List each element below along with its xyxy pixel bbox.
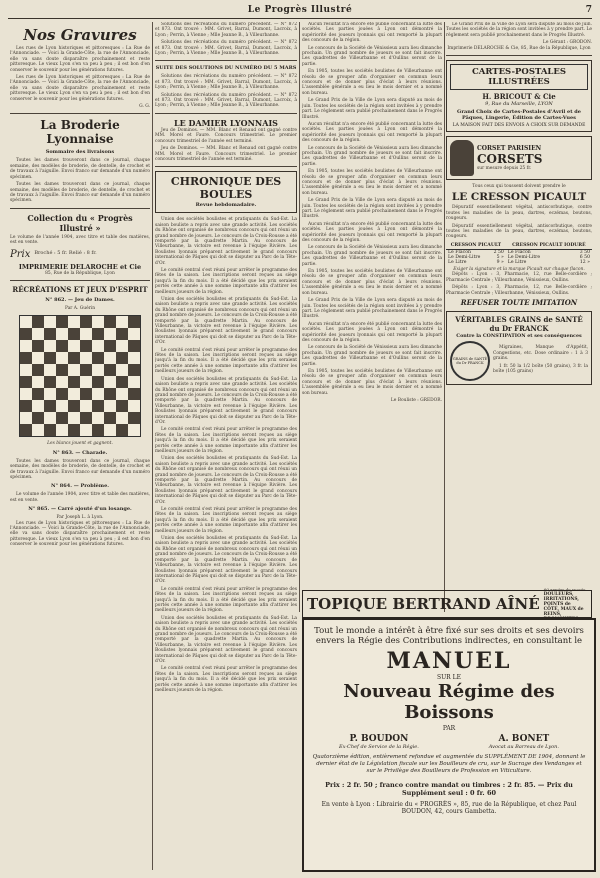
- topique-ad: [302, 586, 592, 617]
- board-square: [44, 316, 56, 328]
- board-square: [116, 388, 128, 400]
- board-square: [68, 340, 80, 352]
- boules-continued-text: Aucun résultat n'a encore été publié concernant la lutte des sociétés. Les parties jouées à Lyon ont démontré la supériorité des joueurs lyonnais qui ont remporté la plupart des concours de la région. Le concours de la Société de Vénissieux aura lieu dimanche prochain. Un grand nombre de joueurs se sont fait inscrire. Les quadrettes de Villeurbanne et d'Oullins seront de la partie. En 1905, toutes les sociétés boulistes de Villeurbanne ont résolu de se grouper afin d'organiser en commun leurs concours et de donner plus d'éclat à leurs réunions. L'assemblée générale a eu lieu le mois dernier et a nommé son bureau. Le Grand Prix de la Ville de Lyon sera disputé au mois de juin. Toutes les sociétés de la région sont invitées à y prendre part. Le règlement sera publié prochainement dans le Progrès Illustré. Aucun résultat n'a encore été publié concernant la lutte des sociétés. Les parties jouées à Lyon ont démontré la supériorité des joueurs lyonnais qui ont remporté la plupart des concours de la région. Le concours de la Société de Vénissieux aura lieu dimanche prochain. Un grand nombre de joueurs se sont fait inscrire. Les quadrettes de Villeurbanne et d'Oullins seront de la partie. En 1905, toutes les sociétés boulistes de Villeurbanne ont résolu de se grouper afin d'organiser en commun leurs concours et de donner plus d'éclat à leurs réunions. L'assemblée générale a eu lieu le mois dernier et a nommé son bureau. Le Grand Prix de la Ville de Lyon sera disputé au mois de juin. Toutes les sociétés de la région sont invitées à y prendre part. Le règlement sera publié prochainement dans le Progrès Illustré. Aucun résultat n'a encore été publié concernant la lutte des sociétés. Les parties jouées à Lyon ont démontré la supériorité des joueurs lyonnais qui ont remporté la plupart des concours de la région. Le concours de la Société de Vénissieux aura lieu dimanche prochain. Un grand nombre de joueurs se sont fait inscrire. Les quadrettes de Villeurbanne et d'Oullins seront de la partie. En 1905, toutes les sociétés boulistes de Villeurbanne ont résolu de se grouper afin d'organiser en commun leurs concours et de donner plus d'éclat à leurs réunions. L'assemblée générale a eu lieu le mois dernier et a nommé son bureau. Le Grand Prix de la Ville de Lyon sera disputé au mois de juin. Toutes les sociétés de la région sont invitées à y prendre part. Le règlement sera publié prochainement dans le Progrès Illustré. Aucun résultat n'a encore été publié concernant la lutte des sociétés. Les parties jouées à Lyon ont démontré la supériorité des joueurs lyonnais qui ont remporté la plupart des concours de la région. Le concours de la Société de Vénissieux aura lieu dimanche prochain. Un grand nombre de joueurs se sont fait inscrire. Les quadrettes de Villeurbanne et d'Oullins seront de la partie. En 1905, toutes les sociétés boulistes de Villeurbanne ont résolu de se grouper afin d'organiser en commun leurs concours et de donner plus d'éclat à leurs réunions. L'assemblée générale a eu lieu le mois dernier et a nommé son bureau.: [302, 22, 442, 396]
- topique-subtitle: DOULEURS, IRRITATIONS, POINTS de CÔTÉ, MAUX de REINS,: [543, 591, 584, 617]
- suite-solutions-text: Solutions des récréations du numéro précédent. — N° 872 et 873. Ont trouvé : MM. Grivet, Barral, Dumont, Lacroix, à Lyon ; Perrin, à Vienne ; Mlle Jeanne B., à Villeurbanne. Solutions des récréations du numéro précédent. — N° 872 et 873. Ont trouvé : MM. Grivet, Barral, Dumont, Lacroix, à Lyon ; Perrin, à Vienne ; Mlle Jeanne B., à Villeurbanne.: [155, 74, 297, 109]
- board-square: [44, 376, 56, 388]
- corset-parisien: CORSET PARISIEN: [477, 144, 542, 152]
- price-cell: Le Litre: [507, 259, 527, 265]
- broderie-text: Toutes les dames trouveront dans ce journal, chaque semaine, des modèles de broderie, de dentelle, de crochet et de travaux à l'aiguille. Envoi franco sur demande d'un numéro spécimen. Toutes les dames trouveront dans ce journal, chaque semaine, des modèles de broderie, de dentelle, de crochet et de travaux à l'aiguille. Envoi franco sur demande d'un numéro spécimen.: [10, 158, 150, 204]
- board-square: [32, 400, 44, 412]
- divider: [10, 113, 150, 114]
- manuel-par: PAR: [442, 725, 456, 732]
- board-square: [44, 424, 56, 436]
- signature: G. G.: [139, 104, 150, 110]
- board-square: [104, 388, 116, 400]
- board-square: [56, 352, 68, 364]
- board-square: [20, 388, 32, 400]
- board-square: [128, 400, 140, 412]
- collection-heading: Collection du « Progrès Illustré »: [27, 212, 133, 233]
- board-square: [68, 352, 80, 364]
- board-square: [92, 388, 104, 400]
- board-square: [44, 388, 56, 400]
- board-square: [20, 376, 32, 388]
- board-square: [20, 400, 32, 412]
- corset-illustration: [450, 140, 474, 176]
- chronique-text: Union des sociétés boulistes et pratiquants du Sud-Est. La saison bouliste a repris avec une grande activité. Les sociétés du Rhône ont organisé de nombreux concours qui ont réuni un grand nombre de joueurs. Le concours de la Croix-Rousse a été remporté par la quadrette Martin. Au concours de Villeurbanne, la victoire est revenue à l'équipe Rivière. Les Boulistes lyonnais préparent activement le grand concours international de Pâques qui doit se disputer au Parc de la Tête-d'Or. Le comité central s'est réuni pour arrêter le programme des fêtes de la saison. Les inscriptions seront reçues au siège jusqu'à la fin du mois. Il a été décidé que les prix seraient portés cette année à une somme importante afin d'attirer les meilleurs joueurs de la région. Union des sociétés boulistes et pratiquants du Sud-Est. La saison bouliste a repris avec une grande activité. Les sociétés du Rhône ont organisé de nombreux concours qui ont réuni un grand nombre de joueurs. Le concours de la Croix-Rousse a été remporté par la quadrette Martin. Au concours de Villeurbanne, la victoire est revenue à l'équipe Rivière. Les Boulistes lyonnais préparent activement le grand concours international de Pâques qui doit se disputer au Parc de la Tête-d'Or. Le comité central s'est réuni pour arrêter le programme des fêtes de la saison. Les inscriptions seront reçues au siège jusqu'à la fin du mois. Il a été décidé que les prix seraient portés cette année à une somme importante afin d'attirer les meilleurs joueurs de la région. Union des sociétés boulistes et pratiquants du Sud-Est. La saison bouliste a repris avec une grande activité. Les sociétés du Rhône ont organisé de nombreux concours qui ont réuni un grand nombre de joueurs. Le concours de la Croix-Rousse a été remporté par la quadrette Martin. Au concours de Villeurbanne, la victoire est revenue à l'équipe Rivière. Les Boulistes lyonnais préparent activement le grand concours international de Pâques qui doit se disputer au Parc de la Tête-d'Or. Le comité central s'est réuni pour arrêter le programme des fêtes de la saison. Les inscriptions seront reçues au siège jusqu'à la fin du mois. Il a été décidé que les prix seraient portés cette année à une somme importante afin d'attirer les meilleurs joueurs de la région. Union des sociétés boulistes et pratiquants du Sud-Est. La saison bouliste a repris avec une grande activité. Les sociétés du Rhône ont organisé de nombreux concours qui ont réuni un grand nombre de joueurs. Le concours de la Croix-Rousse a été remporté par la quadrette Martin. Au concours de Villeurbanne, la victoire est revenue à l'équipe Rivière. Les Boulistes lyonnais préparent activement le grand concours international de Pâques qui doit se disputer au Parc de la Tête-d'Or. Le comité central s'est réuni pour arrêter le programme des fêtes de la saison. Les inscriptions seront reçues au siège jusqu'à la fin du mois. Il a été décidé que les prix seraient portés cette année à une somme importante afin d'attirer les meilleurs joueurs de la région. Union des sociétés boulistes et pratiquants du Sud-Est. La saison bouliste a repris avec une grande activité. Les sociétés du Rhône ont organisé de nombreux concours qui ont réuni un grand nombre de joueurs. Le concours de la Croix-Rousse a été remporté par la quadrette Martin. Au concours de Villeurbanne, la victoire est revenue à l'équipe Rivière. Les Boulistes lyonnais préparent activement le grand concours international de Pâques qui doit se disputer au Parc de la Tête-d'Or. Le comité central s'est réuni pour arrêter le programme des fêtes de la saison. Les inscriptions seront reçues au siège jusqu'à la fin du mois. Il a été décidé que les prix seraient portés cette année à une somme importante afin d'attirer les meilleurs joueurs de la région. Union des sociétés boulistes et pratiquants du Sud-Est. La saison bouliste a repris avec une grande activité. Les sociétés du Rhône ont organisé de nombreux concours qui ont réuni un grand nombre de joueurs. Le concours de la Croix-Rousse a été remporté par la quadrette Martin. Au concours de Villeurbanne, la victoire est revenue à l'équipe Rivière. Les Boulistes lyonnais préparent activement le grand concours international de Pâques qui doit se disputer au Parc de la Tête-d'Or. Le comité central s'est réuni pour arrêter le programme des fêtes de la saison. Les inscriptions seront reçues au siège jusqu'à la fin du mois. Il a été décidé que les prix seraient portés cette année à une somme importante afin d'attirer les meilleurs joueurs de la région.: [155, 217, 297, 694]
- board-square: [80, 352, 92, 364]
- board-square: [68, 424, 80, 436]
- price-row: [446, 260, 592, 265]
- board-square: [56, 316, 68, 328]
- board-square: [92, 364, 104, 376]
- prix-text: Broché : 5 fr. Relié : 8 fr.: [34, 250, 97, 257]
- author-1: P. BOUDON: [349, 734, 409, 744]
- board-square: [80, 328, 92, 340]
- price-cell: 3 50: [579, 249, 590, 255]
- board-square: [80, 424, 92, 436]
- price-cell: Le Demi-Litre: [507, 254, 541, 260]
- board-square: [68, 400, 80, 412]
- board-square: [56, 364, 68, 376]
- grains-text: Migraines, Manque d'Appétit, Congestions, etc. Dose ordinaire : 1 à 3 grains. 1 fr. 50 la 1/2 boîte (50 grains), 3 fr. la boîte (105 grains): [493, 345, 588, 375]
- corsets-price: sur mesure depuis 25 fr.: [477, 165, 532, 171]
- board-square: [20, 340, 32, 352]
- board-square: [92, 328, 104, 340]
- imprimerie-name: IMPRIMERIE DELAROCHE et Cie: [18, 262, 142, 271]
- author-2: A. BONET: [498, 734, 550, 744]
- charade-title: N° 863. — Charade.: [52, 449, 108, 456]
- gerant-signature: Le Gérant : GRODON.: [542, 40, 592, 46]
- nos-gravures-text: Les rues de Lyon historiques et pittoresques : La Rue de l'Annonciade. — Voici la Grande-Côte, la rue de l'Annonciade, elle va sans doute disparaître prochainement et reste pittoresque. Le vieux Lyon s'en va peu à peu ; il est bon d'en conserver le souvenir pour les générations futures. Les rues de Lyon historiques et pittoresques : La Rue de l'Annonciade. — Voici la Grande-Côte, la rue de l'Annonciade, elle va sans doute disparaître prochainement et reste pittoresque. Le vieux Lyon s'en va peu à peu ; il est bon d'en conserver le souvenir pour les générations futures.: [10, 46, 150, 102]
- grains-box-illustration: GRAINS de SANTÉ du Dr FRANCK: [450, 341, 490, 381]
- board-square: [44, 364, 56, 376]
- board-square: [104, 340, 116, 352]
- cresson-intro: Tous ceux qui toussent doivent prendre le: [472, 184, 566, 190]
- price-block: [10, 249, 150, 260]
- solutions-text: Solutions des récréations du numéro précédent. — N° 872 et 873. Ont trouvé : MM. Grivet, Barral, Dumont, Lacroix, à Lyon ; Perrin, à Vienne ; Mlle Jeanne B., à Villeurbanne. Solutions des récréations du numéro précédent. — N° 872 et 873. Ont trouvé : MM. Grivet, Barral, Dumont, Lacroix, à Lyon ; Perrin, à Vienne ; Mlle Jeanne B., à Villeurbanne.: [155, 22, 297, 57]
- board-square: [92, 376, 104, 388]
- jeu-dames-title: N° 862. — Jeu de Dames.: [45, 296, 115, 303]
- board-square: [104, 412, 116, 424]
- board-square: [80, 376, 92, 388]
- price-cell: Le Flacon: [448, 249, 471, 255]
- manuel-title: MANUEL: [386, 648, 512, 674]
- nos-gravures-heading: Nos Gravures: [23, 26, 137, 44]
- board-square: [56, 376, 68, 388]
- grains-subtitle: Contre la CONSTIPATION et ses conséquences: [456, 332, 582, 339]
- grains-ad: [446, 311, 592, 385]
- price-cell: Le Flacon: [507, 249, 531, 255]
- board-square: [68, 412, 80, 424]
- column-rule: [152, 22, 153, 870]
- board-square: [68, 388, 80, 400]
- board-square: [128, 340, 140, 352]
- price-header: CRESSON PICAULT: [446, 242, 506, 250]
- board-square: [104, 424, 116, 436]
- board-square: [56, 328, 68, 340]
- corset-ad: [446, 136, 592, 180]
- board-square: [92, 316, 104, 328]
- board-square: [92, 412, 104, 424]
- damier-text: Jeu de Dominos. — MM. Blanc et Renaud ont gagné contre MM. Morel et Faure. Concours trimestriel. Le premier concours trimestriel de l'année est terminé. Jeu de Dominos. — MM. Blanc et Renaud ont gagné contre MM. Morel et Faure. Concours trimestriel. Le premier concours trimestriel de l'année est terminé.: [155, 127, 297, 162]
- board-square: [116, 364, 128, 376]
- board-square: [80, 400, 92, 412]
- cresson-price-table: [446, 242, 592, 265]
- board-square: [44, 328, 56, 340]
- board-square: [32, 412, 44, 424]
- divider: [10, 280, 150, 281]
- topique-title: TOPIQUE BERTRAND AÎNÉ: [307, 595, 540, 613]
- cresson-text: Dépuratif essentiellement végétal, antiscorbutique, contre toutes les maladies de la peau, dartres, eczémas, boutons, rougeurs. Dépuratif essentiellement végétal, antiscorbutique, contre toutes les maladies de la peau, dartres, eczémas, boutons, rougeurs.: [446, 205, 592, 240]
- column-1: [10, 22, 150, 870]
- board-square: [44, 352, 56, 364]
- board-square: [32, 340, 44, 352]
- board-square: [92, 340, 104, 352]
- board-square: [44, 340, 56, 352]
- topique-small: 60 années de succès: [543, 586, 586, 592]
- board-square: [32, 352, 44, 364]
- bricout-name: H. BRICOUT & Cie: [482, 92, 556, 102]
- board-square: [104, 400, 116, 412]
- board-square: [128, 316, 140, 328]
- board-square: [68, 316, 80, 328]
- column-4: [446, 22, 592, 612]
- board-square: [20, 364, 32, 376]
- price-cell: Le Litre: [448, 259, 467, 265]
- newspaper-title: Le Progrès Illustré: [247, 5, 353, 15]
- column-2: [155, 22, 297, 870]
- divider: [446, 55, 592, 56]
- broderie-heading: La Broderie Lyonnaise: [40, 118, 120, 147]
- cresson-warning: Exiger la signature et la marque Picault sur chaque flacon.: [453, 266, 585, 272]
- board-square: [104, 352, 116, 364]
- collection-text: Le volume de l'année 1904, avec titre et table des matières, est en vente.: [10, 234, 150, 246]
- board-square: [116, 340, 128, 352]
- price-cell: 12 »: [579, 259, 590, 265]
- price-cell: 9 »: [496, 259, 504, 265]
- board-square: [32, 388, 44, 400]
- board-square: [128, 352, 140, 364]
- price-cell: 5 »: [496, 254, 504, 260]
- board-square: [128, 328, 140, 340]
- manuel-prix: Prix : 2 fr. 50 ; franco contre mandat ou timbres : 2 fr. 85. — Prix du Supplément seul : 0 fr. 60: [325, 781, 573, 797]
- board-square: [68, 364, 80, 376]
- board-square: [104, 364, 116, 376]
- carre-author: Par Joseph L. à Lyon.: [56, 515, 104, 521]
- intro-text: Le Grand Prix de la Ville de Lyon sera disputé au mois de juin. Toutes les sociétés de la région sont invitées à y prendre part. Le règlement sera publié prochainement dans le Progrès Illustré.: [446, 22, 592, 38]
- board-square: [20, 352, 32, 364]
- board-square: [32, 364, 44, 376]
- board-square: [128, 376, 140, 388]
- suite-solutions-heading: SUITE DES SOLUTIONS DU NUMÉRO DU 5 MARS: [155, 65, 297, 72]
- board-square: [116, 328, 128, 340]
- divider: [10, 208, 150, 209]
- board-square: [128, 388, 140, 400]
- recreations-heading: RÉCRÉATIONS ET JEUX D'ESPRIT: [12, 284, 148, 294]
- column-3: [302, 22, 442, 612]
- board-square: [44, 412, 56, 424]
- board-square: [56, 412, 68, 424]
- page-number: 7: [585, 5, 592, 15]
- board-square: [56, 388, 68, 400]
- author-2-title: Avocat au Barreau de Lyon.: [488, 744, 559, 750]
- board-square: [20, 316, 32, 328]
- price-header: CRESSON PICAULT IODURÉ: [506, 242, 592, 250]
- board-square: [116, 316, 128, 328]
- maison-note: LA MAISON FAIT DES ENVOIS A CHOIX SUR DEMANDE: [452, 123, 586, 129]
- board-square: [80, 316, 92, 328]
- board-square: [92, 352, 104, 364]
- manuel-vente: En vente à Lyon : Librairie du « PROGRÈS », 85, rue de la République, et chez Paul BOUDON, 42, cours Gambetta.: [321, 801, 577, 815]
- board-square: [56, 424, 68, 436]
- board-square: [128, 412, 140, 424]
- depots-text: Dépôts : Lyon : 3, Pharmacie, 12, rue Belle-cordière ; Pharmacie Centrale ; Villeurbanne, Vénissieux, Oullins. Dépôts : Lyon : 3, Pharmacie, 12, rue Belle-cordière ; Pharmacie Centrale ; Villeurbanne, Vénissieux, Oullins.: [446, 272, 592, 296]
- board-square: [32, 424, 44, 436]
- chronique-heading: CHRONIQUE DES BOULES: [170, 175, 282, 202]
- checkers-board: [19, 315, 141, 437]
- manuel-ad: [302, 618, 596, 872]
- board-square: [104, 316, 116, 328]
- carre-text: Les rues de Lyon historiques et pittoresques : La Rue de l'Annonciade. — Voici la Grande-Côte, la rue de l'Annonciade, elle va sans doute disparaître prochainement et reste pittoresque. Le vieux Lyon s'en va peu à peu ; il est bon d'en conserver le souvenir pour les générations futures.: [10, 520, 150, 548]
- broderie-subheading: Sommaire des livraisons: [45, 149, 115, 156]
- board-square: [92, 424, 104, 436]
- grains-title: VÉRITABLES GRAINS de SANTÉ du Dr FRANCK: [455, 314, 583, 333]
- board-square: [20, 424, 32, 436]
- manuel-sur: SUR LE: [437, 674, 461, 681]
- column-rule: [444, 22, 445, 612]
- column-rule: [299, 22, 300, 612]
- board-square: [80, 388, 92, 400]
- board-square: [20, 412, 32, 424]
- board-square: [116, 400, 128, 412]
- board-square: [92, 400, 104, 412]
- charade-text: Toutes les dames trouveront dans ce journal, chaque semaine, des modèles de broderie, de dentelle, de crochet et de travaux à l'aiguille. Envoi franco sur demande d'un numéro spécimen.: [10, 458, 150, 480]
- imprimerie-line: Imprimerie DELAROCHE & Cie, 85, Rue de la République, Lyon: [447, 45, 591, 51]
- divider: [155, 60, 297, 61]
- corsets-label: CORSETS: [477, 151, 543, 166]
- refuser-imitation: REFUSER TOUTE IMITATION: [460, 297, 578, 307]
- board-square: [128, 424, 140, 436]
- board-square: [116, 376, 128, 388]
- divider: [155, 166, 297, 167]
- bricout-address: 9, Rue du Marseille, LYON: [485, 101, 553, 108]
- board-square: [56, 340, 68, 352]
- imprimerie-address: 85, Rue de la République, Lyon: [45, 270, 115, 276]
- board-square: [104, 328, 116, 340]
- carre-title: N° 865. — Carré ajouté d'un losange.: [28, 506, 132, 513]
- board-square: [80, 412, 92, 424]
- board-square: [116, 412, 128, 424]
- board-square: [32, 316, 44, 328]
- board-caption: Les blancs jouent et gagnent.: [47, 441, 113, 447]
- probleme-title: N° 864. — Problème.: [51, 483, 109, 490]
- cresson-title: LE CRESSON PICAULT: [451, 191, 587, 204]
- damier-heading: LE DAMIER LYONNAIS: [174, 117, 278, 128]
- board-square: [56, 400, 68, 412]
- divider: [155, 113, 297, 114]
- jeu-dames-author: Par A. Guérin: [64, 305, 96, 311]
- chronique-heading-box: [155, 171, 297, 213]
- bouliste-signature: Le Bouliste : GREDOR.: [390, 398, 442, 403]
- board-square: [32, 328, 44, 340]
- price-cell: 2 50: [493, 249, 504, 255]
- board-square: [80, 340, 92, 352]
- board-square: [20, 328, 32, 340]
- prix-label: Prix: [10, 248, 31, 260]
- cartes-title: CARTES-POSTALES ILLUSTRÉES: [450, 64, 588, 90]
- board-square: [32, 376, 44, 388]
- chronique-subheading: Revue hebdomadaire.: [195, 202, 257, 209]
- price-cell: Le Demi-Litre: [448, 254, 481, 260]
- author-1-title: Ex-Chef de Service de la Régie.: [338, 744, 419, 750]
- board-square: [128, 364, 140, 376]
- price-cell: 6 50: [579, 254, 590, 260]
- board-square: [116, 424, 128, 436]
- manuel-title-2: Nouveau Régime des Boissons: [343, 681, 555, 723]
- cartes-ad: [446, 60, 592, 132]
- board-square: [44, 400, 56, 412]
- board-square: [116, 352, 128, 364]
- board-square: [68, 328, 80, 340]
- manuel-intro: Tout le monde a intérêt à être fixé sur ses droits et ses devoirs envers la Régie des Contributions indirectes, en consultant le: [314, 626, 584, 646]
- board-square: [68, 376, 80, 388]
- manuel-edition: Quatorzième édition, entièrement refondue et augmentée du SUPPLÉMENT DE 1904, donnant le dernier état de la Législation fiscale sur les Bouilleurs de cru, sur le Sucrage des Vendanges et sur le Privilège des Bouilleurs de Profession en Viticulture.: [312, 754, 586, 774]
- page-header: [8, 4, 592, 19]
- board-square: [104, 376, 116, 388]
- board-square: [80, 364, 92, 376]
- bricout-text: Grand Choix de Cartes-Postales d'Avril et de Pâques, Lingerie, Édition de Cartes-Vues: [457, 109, 581, 122]
- probleme-text: Le volume de l'année 1904, avec titre et table des matières, est en vente.: [10, 492, 150, 503]
